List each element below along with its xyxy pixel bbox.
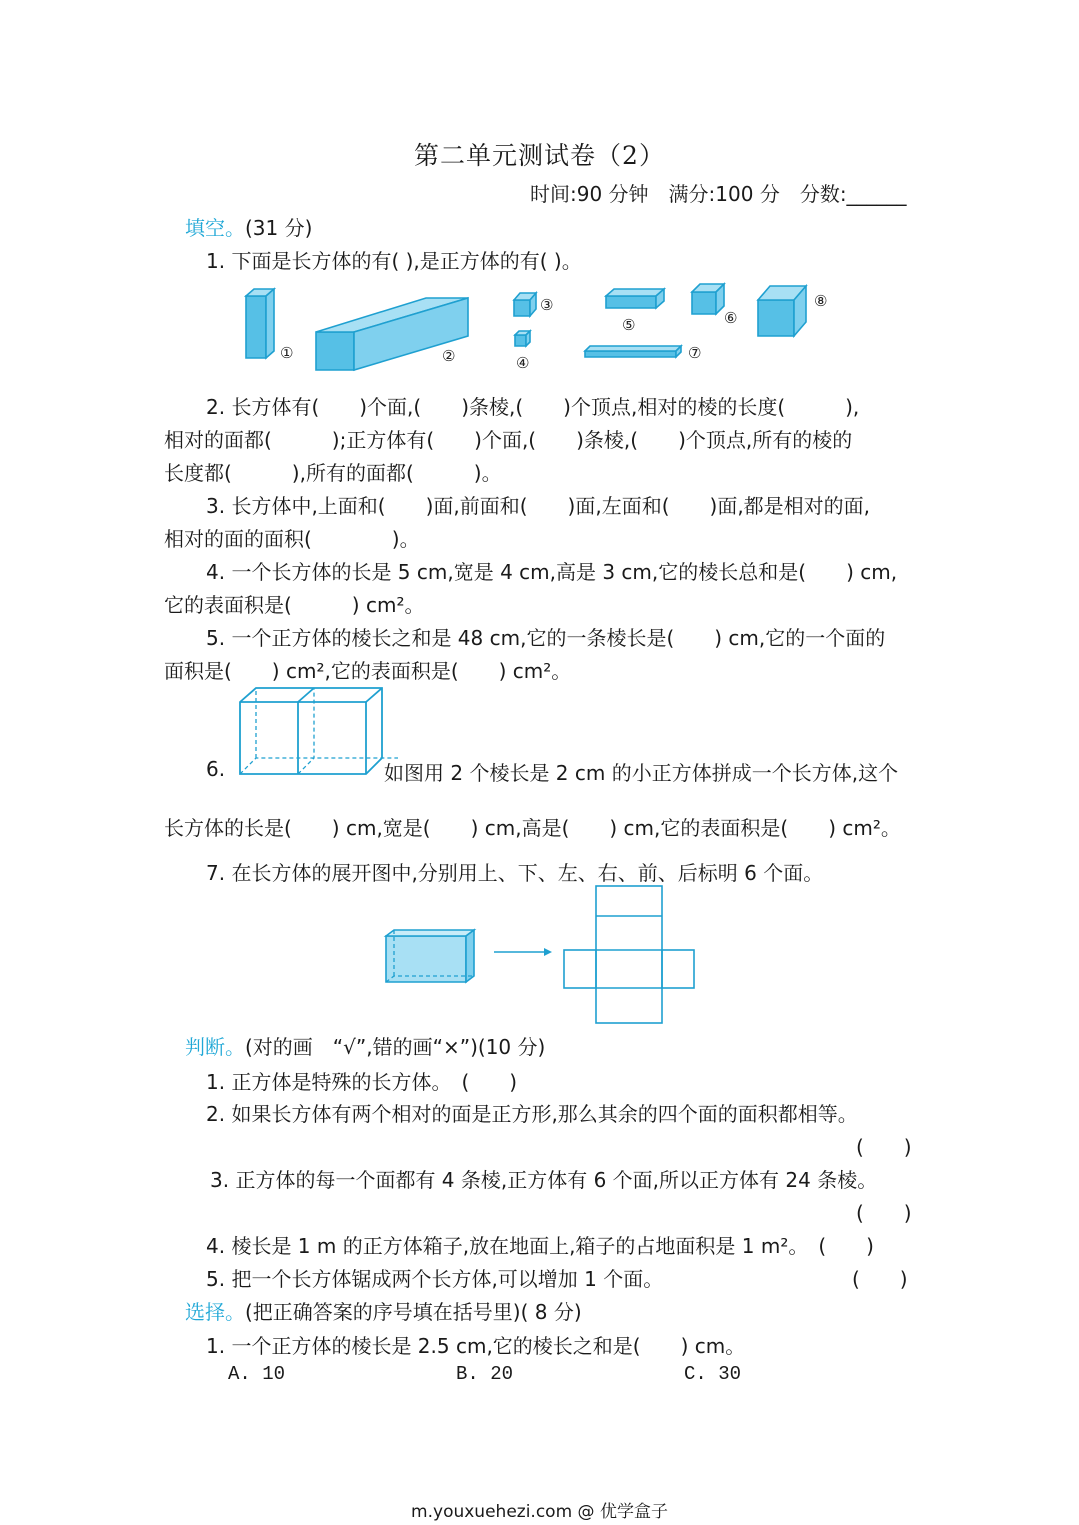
fill-q4-line1: 4. 一个长方体的长是 5 cm,宽是 4 cm,高是 3 cm,它的棱长总和是( ) cm, bbox=[206, 560, 898, 584]
judge-q3: 3. 正方体的每一个面都有 4 条棱,正方体有 6 个面,所以正方体有 24 条棱。 bbox=[210, 1168, 878, 1192]
q7-arrow bbox=[494, 948, 552, 956]
judge-q5: 5. 把一个长方体锯成两个长方体,可以增加 1 个面。 bbox=[206, 1267, 664, 1291]
fill-heading: 填空。 bbox=[185, 216, 245, 240]
shape-7 bbox=[585, 346, 681, 357]
fill-q2-line3: 长度都( ),所有的面都( )。 bbox=[164, 461, 502, 485]
q1-shapes-figure bbox=[230, 280, 850, 380]
judge-rule: (对的画 “√”,错的画“×”)(10 分) bbox=[245, 1035, 546, 1059]
shape-label-7: ⑦ bbox=[688, 344, 702, 362]
shape-label-3: ③ bbox=[540, 296, 554, 314]
shape-8 bbox=[758, 286, 806, 336]
shape-label-8: ⑧ bbox=[814, 292, 828, 310]
fill-q3-line1: 3. 长方体中,上面和( )面,前面和( )面,左面和( )面,都是相对的面, bbox=[206, 494, 871, 518]
choice-q1-option-c: C. 30 bbox=[684, 1363, 742, 1385]
choice-q1-option-b: B. 20 bbox=[456, 1363, 514, 1385]
choice-q1: 1. 一个正方体的棱长是 2.5 cm,它的棱长之和是( ) cm。 bbox=[206, 1334, 746, 1358]
judge-q4: 4. 棱长是 1 m 的正方体箱子,放在地面上,箱子的占地面积是 1 m²。 ( ) bbox=[206, 1234, 874, 1258]
fill-q5-line1: 5. 一个正方体的棱长之和是 48 cm,它的一条棱长是( ) cm,它的一个面的 bbox=[206, 626, 886, 650]
fill-q1: 1. 下面是长方体的有( ),是正方体的有( )。 bbox=[206, 249, 582, 273]
fill-q4-line2: 它的表面积是( ) cm²。 bbox=[164, 593, 425, 617]
fill-q6-line1: 如图用 2 个棱长是 2 cm 的小正方体拼成一个长方体,这个 bbox=[384, 761, 899, 785]
fill-q6-number: 6. bbox=[206, 757, 226, 781]
fill-q2-line1: 2. 长方体有( )个面,( )条棱,( )个顶点,相对的棱的长度( ), bbox=[206, 395, 860, 419]
shape-label-1: ① bbox=[280, 344, 294, 362]
judge-heading: 判断。 bbox=[185, 1035, 245, 1059]
q7-box bbox=[386, 930, 474, 982]
shape-3 bbox=[514, 293, 536, 316]
fill-q2-line2: 相对的面都( );正方体有( )个面,( )条棱,( )个顶点,所有的棱的 bbox=[164, 428, 853, 452]
fill-section-header bbox=[185, 212, 312, 241]
shape-4 bbox=[515, 331, 530, 346]
page-title: 第二单元测试卷（2） bbox=[414, 141, 665, 170]
shape-6 bbox=[692, 284, 724, 314]
judge-q1: 1. 正方体是特殊的长方体。 ( ) bbox=[206, 1070, 518, 1094]
choice-section-header bbox=[185, 1296, 582, 1325]
shape-label-5: ⑤ bbox=[622, 316, 636, 334]
choice-q1-option-a: A. 10 bbox=[228, 1363, 286, 1385]
judge-q2-answer-paren: ( ) bbox=[856, 1135, 912, 1159]
choice-rule: (把正确答案的序号填在括号里)( 8 分) bbox=[245, 1300, 582, 1324]
judge-q3-answer-paren: ( ) bbox=[856, 1201, 912, 1225]
judge-q5-answer-paren: ( ) bbox=[852, 1267, 908, 1291]
judge-section-header bbox=[185, 1031, 545, 1060]
judge-q2: 2. 如果长方体有两个相对的面是正方形,那么其余的四个面的面积都相等。 bbox=[206, 1102, 858, 1126]
fill-score: (31 分) bbox=[245, 216, 313, 240]
q7-net-figure bbox=[380, 884, 700, 1029]
fill-q6-line2: 长方体的长是( ) cm,宽是( ) cm,高是( ) cm,它的表面积是( ) cm²。 bbox=[164, 816, 901, 840]
fill-q7: 7. 在长方体的展开图中,分别用上、下、左、右、前、后标明 6 个面。 bbox=[206, 861, 824, 885]
footer-watermark: m.youxuehezi.com @ 优学盒子 bbox=[411, 1502, 668, 1522]
exam-info: 时间:90 分钟 满分:100 分 分数:______ bbox=[530, 182, 907, 206]
q6-two-cubes-figure bbox=[236, 686, 386, 778]
shape-5 bbox=[606, 289, 664, 308]
q7-net bbox=[564, 886, 694, 1023]
fill-q3-line2: 相对的面的面积( )。 bbox=[164, 527, 420, 551]
choice-heading: 选择。 bbox=[185, 1300, 245, 1324]
shape-label-2: ② bbox=[442, 347, 456, 365]
fill-q5-line2: 面积是( ) cm²,它的表面积是( ) cm²。 bbox=[164, 659, 572, 683]
shape-label-4: ④ bbox=[516, 354, 530, 372]
shape-1 bbox=[246, 289, 274, 358]
shape-label-6: ⑥ bbox=[724, 309, 738, 327]
